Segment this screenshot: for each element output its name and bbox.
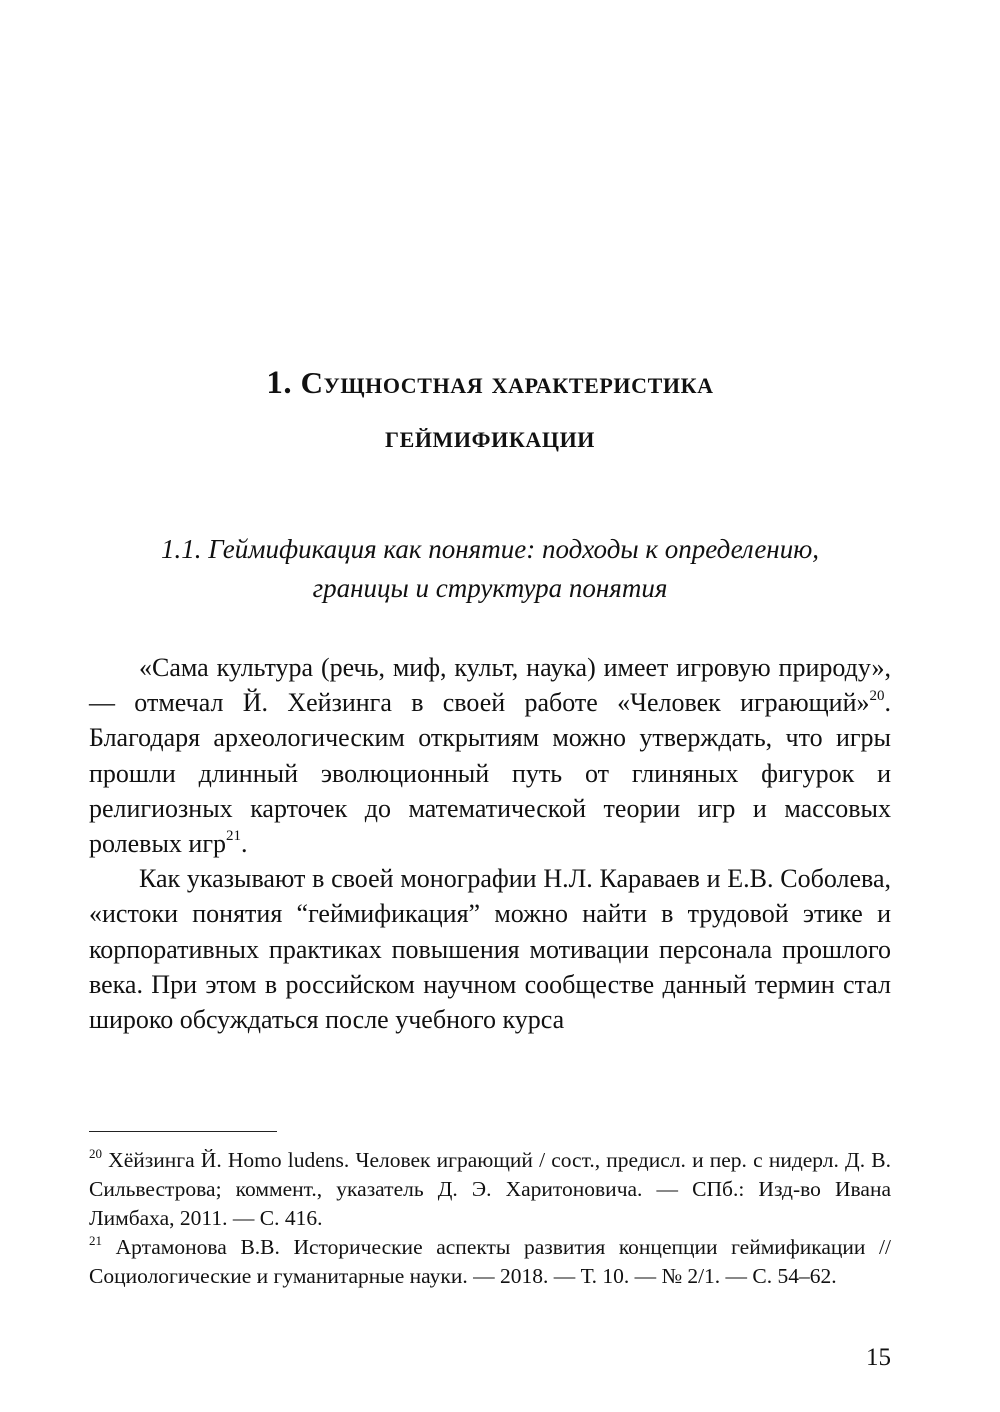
paragraph-2: Как указывают в своей монографии Н.Л. Караваев и Е.В. Соболева, «истоки понятия “геймификация” можно найти в трудовой этике и корпоративных практиках повышения мотивации персонала прошлого века. При этом в российском научном сообществе данный термин стал широко обсуждаться после учебного курса: [89, 864, 891, 1035]
paragraph-1: [89, 650, 891, 861]
footnote-ref-21[interactable]: 21: [226, 828, 241, 845]
chapter-number: 1.: [266, 365, 293, 401]
footnote-ref-20[interactable]: 20: [869, 687, 885, 704]
footnote-20: [89, 1146, 891, 1233]
chapter-title: [90, 356, 890, 464]
section-title: [100, 530, 880, 608]
chapter-title-line-2: [90, 410, 890, 464]
body-text: [89, 650, 891, 1037]
footnote-21: [89, 1233, 891, 1291]
chapter-title-text-2: геймификации: [384, 419, 596, 454]
footnote-number: 21: [89, 1232, 102, 1248]
chapter-title-text-1: Сущностная характеристика: [300, 365, 714, 400]
footnote-text: Артамонова В.В. Исторические аспекты развития концепции геймификации // Социологические и гуманитарные науки. — 2018. — Т. 10. — № 2/1. — С. 54–62.: [89, 1235, 891, 1288]
footnote-number: 20: [89, 1145, 102, 1161]
page-number: 15: [866, 1344, 891, 1371]
paragraph-1-text-end: .: [241, 829, 248, 859]
footnote-separator: [89, 1131, 277, 1132]
section-title-line-1: 1.1. Геймификация как понятие: подходы к определению,: [160, 534, 819, 564]
section-title-line-2: границы и структура понятия: [312, 573, 668, 603]
footnote-text: Хёйзинга Й. Homo ludens. Человек играющий / сост., предисл. и пер. с нидерл. Д. В. Сильвестрова; коммент., указатель Д. Э. Харитоновича. — СПб.: Изд-во Ивана Лимбаха, 2011. — С. 416.: [89, 1148, 891, 1230]
footnotes: [89, 1146, 891, 1291]
paragraph-1-text-after: . Благодаря археологическим открытиям можно утверждать, что игры прошли длинный эволюционный путь от глиняных фигурок и религиозных карточек до математической теории игр и массовых ролевых игр: [89, 688, 891, 859]
paragraph-1-text: «Сама культура (речь, миф, культ, наука) имеет игровую природу», — отмечал Й. Хейзинга в своей работе «Человек играющий»: [89, 653, 891, 718]
chapter-title-line-1: [90, 356, 890, 410]
